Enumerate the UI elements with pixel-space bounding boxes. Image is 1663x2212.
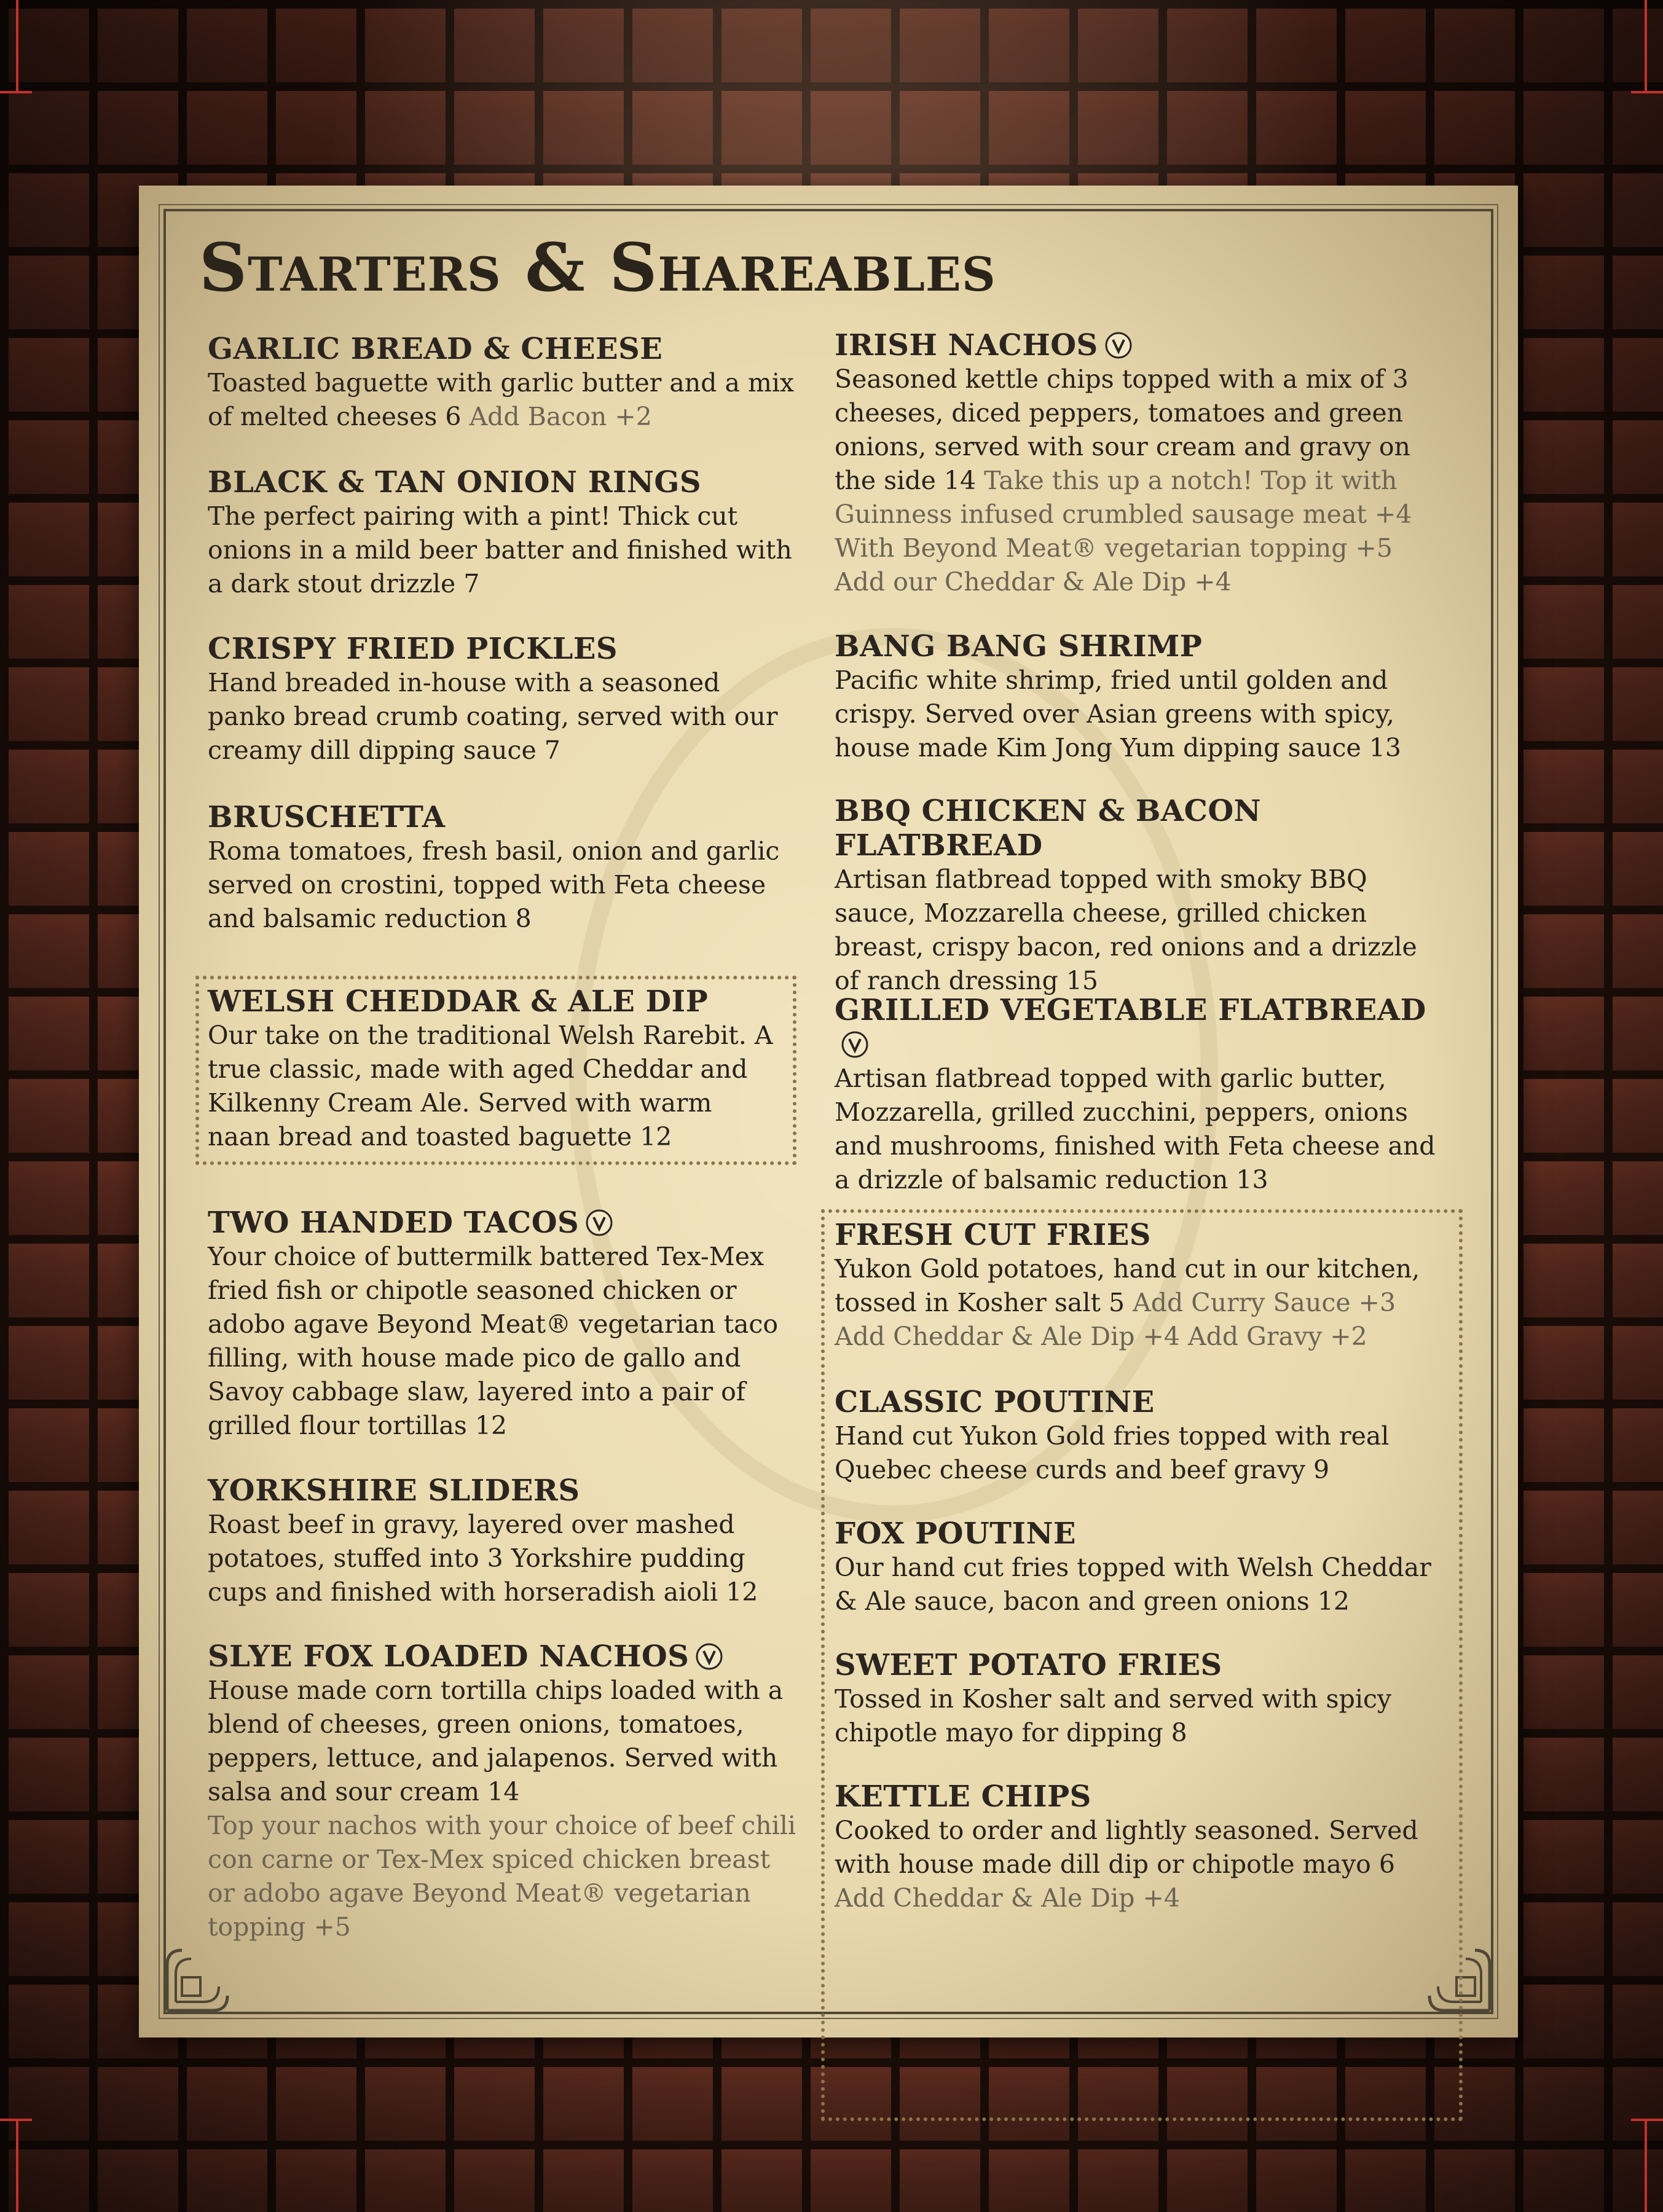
item-addon: Add Bacon +2 bbox=[469, 402, 652, 431]
item-description: Artisan flatbread topped with smoky BBQ sauce, Mozzarella cheese, grilled chicken breast, crispy bacon, red onions and a drizzle of ranch dressing 15 bbox=[835, 865, 1417, 995]
menu-item-tacos bbox=[208, 1206, 798, 1443]
item-description: Our hand cut fries topped with Welsh Cheddar & Ale sauce, bacon and green onions 12 bbox=[835, 1553, 1431, 1616]
menu-item-bruschetta bbox=[208, 800, 798, 936]
menu-item-irish-nachos bbox=[835, 328, 1449, 599]
item-description: The perfect pairing with a pint! Thick cut onions in a mild beer batter and finished with a dark stout drizzle 7 bbox=[208, 501, 792, 598]
crop-mark bbox=[0, 2119, 32, 2121]
menu-item-welsh-dip bbox=[208, 984, 782, 1154]
menu-item-sweet-potato-fries bbox=[835, 1648, 1449, 1750]
item-description: Yukon Gold potatoes, hand cut in our kitchen, tossed in Kosher salt 5 Add Curry Sauce +3 Add Cheddar & Ale Dip +4 Add Gravy +2 bbox=[835, 1254, 1420, 1351]
item-name: GRILLED VEGETABLE FLATBREAD bbox=[835, 993, 1449, 1062]
crop-mark bbox=[16, 2120, 18, 2212]
item-name: FOX POUTINE bbox=[835, 1516, 1076, 1551]
vegetarian-v-icon bbox=[585, 1209, 613, 1237]
menu-paper bbox=[139, 186, 1518, 2037]
item-name: TWO HANDED TACOS bbox=[208, 1206, 798, 1240]
item-addon: Add Cheddar & Ale Dip +4 bbox=[835, 1883, 1180, 1913]
item-description: Pacific white shrimp, fried until golden and crispy. Served over Asian greens with spicy, house made Kim Jong Yum dipping sauce 13 bbox=[835, 665, 1401, 763]
item-description: Roma tomatoes, fresh basil, onion and garlic served on crostini, topped with Feta cheese and balsamic reduction 8 bbox=[208, 836, 780, 933]
menu-item-fox-poutine bbox=[835, 1516, 1449, 1618]
item-description: Cooked to order and lightly seasoned. Served with house made dill dip or chipotle mayo 6 Add Cheddar & Ale Dip +4 bbox=[835, 1816, 1418, 1913]
menu-item-loaded-nachos bbox=[208, 1639, 798, 1944]
item-name: KETTLE CHIPS bbox=[835, 1779, 1091, 1814]
menu-item-yorkshire-sliders bbox=[208, 1473, 798, 1609]
item-name: SLYE FOX LOADED NACHOS bbox=[208, 1639, 798, 1674]
item-name: BBQ CHICKEN & BACON FLATBREAD bbox=[835, 794, 1262, 863]
item-name: SWEET POTATO FRIES bbox=[835, 1648, 1222, 1682]
menu-item-bang-bang-shrimp bbox=[835, 629, 1449, 765]
vegetarian-v-icon bbox=[695, 1642, 723, 1671]
item-description: Tossed in Kosher salt and served with spicy chipotle mayo for dipping 8 bbox=[835, 1684, 1392, 1747]
menu-item-garlic-bread bbox=[208, 332, 798, 434]
crop-mark bbox=[1631, 2119, 1663, 2121]
page-title: Starters & Shareables bbox=[199, 229, 996, 307]
crop-mark bbox=[1645, 2120, 1647, 2212]
vegetarian-v-icon bbox=[1104, 331, 1133, 359]
item-name: FRESH CUT FRIES bbox=[835, 1218, 1151, 1252]
item-addon: Top your nachos with your choice of beef chili con carne or Tex-Mex spiced chicken breast or adobo agave Beyond Meat® vegetarian topping +5 bbox=[208, 1811, 796, 1942]
item-description: Your choice of buttermilk battered Tex-Mex fried fish or chipotle seasoned chicken or adobo agave Beyond Meat® vegetarian taco filling, with house made pico de gallo and Savoy cabbage slaw, layered into a pair of grilled flour tortillas 12 bbox=[208, 1242, 779, 1440]
item-name: BLACK & TAN ONION RINGS bbox=[208, 465, 702, 500]
vegetarian-v-icon bbox=[841, 1030, 869, 1059]
crop-mark bbox=[0, 91, 32, 93]
item-name: CRISPY FRIED PICKLES bbox=[208, 632, 618, 666]
menu-item-classic-poutine bbox=[835, 1385, 1449, 1487]
item-name: IRISH NACHOS bbox=[835, 328, 1449, 363]
item-description: Artisan flatbread topped with garlic butter, Mozzarella, grilled zucchini, peppers, onions and mushrooms, finished with Feta cheese and a drizzle of balsamic reduction 13 bbox=[835, 1064, 1436, 1194]
item-name: GARLIC BREAD & CHEESE bbox=[208, 332, 663, 366]
item-addon: Take this up a notch! Top it with Guinness infused crumbled sausage meat +4 With Beyond Meat® vegetarian topping +5 Add our Cheddar & Ale Dip +4 bbox=[835, 466, 1412, 597]
item-addon: Add Curry Sauce +3 Add Cheddar & Ale Dip +4 Add Gravy +2 bbox=[835, 1288, 1396, 1351]
item-name: BANG BANG SHRIMP bbox=[835, 629, 1203, 664]
item-name: BRUSCHETTA bbox=[208, 800, 446, 834]
item-description: Toasted baguette with garlic butter and a mix of melted cheeses 6 Add Bacon +2 bbox=[208, 368, 795, 431]
menu-item-onion-rings bbox=[208, 465, 798, 601]
item-name: CLASSIC POUTINE bbox=[835, 1385, 1155, 1419]
menu-item-fresh-cut-fries bbox=[835, 1218, 1449, 1354]
menu-item-bbq-flatbread bbox=[835, 794, 1449, 998]
crop-mark bbox=[1645, 0, 1647, 92]
celtic-knot-corner-icon bbox=[163, 1947, 231, 2014]
menu-item-kettle-chips bbox=[835, 1779, 1449, 1915]
item-description: Seasoned kettle chips topped with a mix of 3 cheeses, diced peppers, tomatoes and green onions, served with sour cream and gravy on the side 14 Take this up a notch! Top it with Guinness infused crumbled sausage meat +4 With Beyond Meat® vegetarian topping +5 Add our Cheddar & Ale Dip +4 bbox=[835, 364, 1412, 597]
menu-item-vegetable-flatbread bbox=[835, 993, 1449, 1197]
item-description: Hand breaded in-house with a seasoned panko bread crumb coating, served with our creamy dill dipping sauce 7 bbox=[208, 668, 778, 765]
item-name: YORKSHIRE SLIDERS bbox=[208, 1473, 580, 1508]
item-description: House made corn tortilla chips loaded with a blend of cheeses, green onions, tomatoes, peppers, lettuce, and jalapenos. Served with salsa and sour cream 14 bbox=[208, 1676, 784, 1806]
crop-mark bbox=[16, 0, 18, 92]
menu-item-fried-pickles bbox=[208, 632, 798, 767]
item-description: Roast beef in gravy, layered over mashed potatoes, stuffed into 3 Yorkshire pudding cups and finished with horseradish aioli 12 bbox=[208, 1510, 758, 1607]
item-description: Our take on the traditional Welsh Rarebit. A true classic, made with aged Cheddar and Kilkenny Cream Ale. Served with warm naan bread and toasted baguette 12 bbox=[208, 1021, 773, 1151]
item-name: WELSH CHEDDAR & ALE DIP bbox=[208, 984, 709, 1019]
item-description: Hand cut Yukon Gold fries topped with real Quebec cheese curds and beef gravy 9 bbox=[835, 1421, 1390, 1484]
crop-mark bbox=[1631, 91, 1663, 93]
